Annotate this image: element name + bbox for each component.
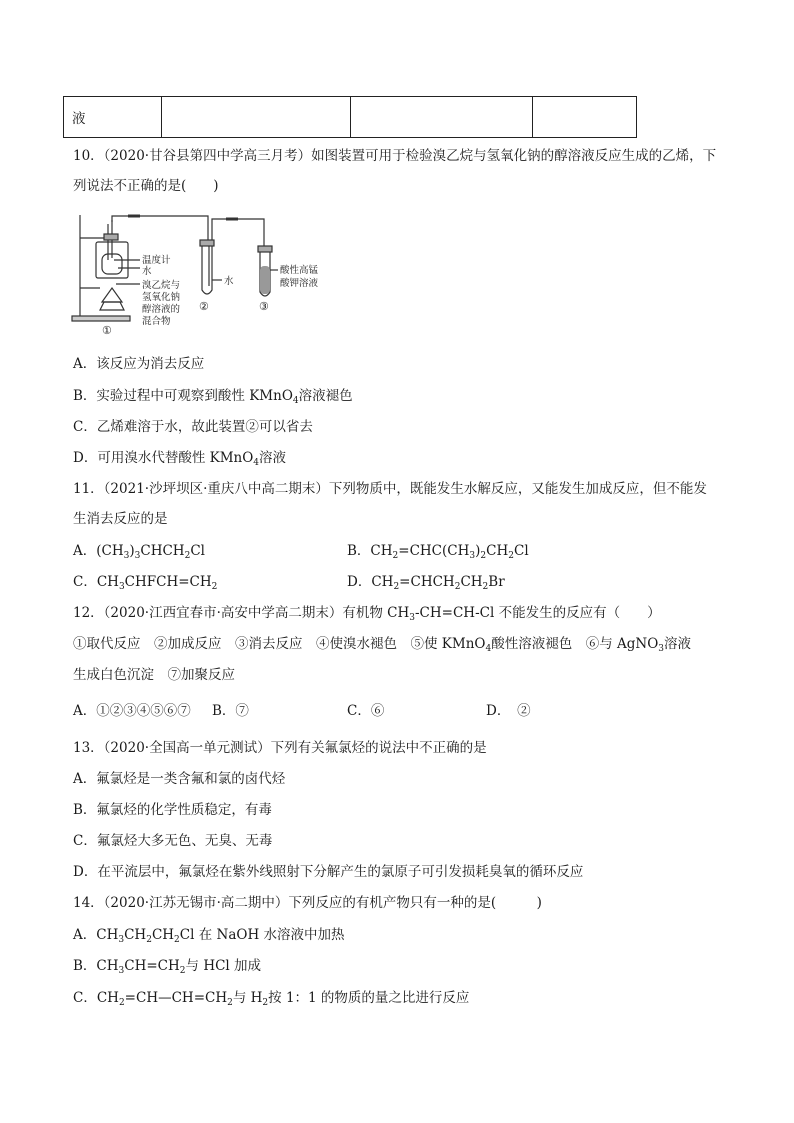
text: CHFCH=CH xyxy=(124,574,212,590)
q14-option-b xyxy=(73,960,261,974)
subscript: 2 xyxy=(146,935,152,945)
text: 溶液 xyxy=(664,636,691,652)
figure-label: 温度计 xyxy=(142,255,171,266)
subscript: 2 xyxy=(480,551,487,561)
subscript: 2 xyxy=(174,935,180,945)
text: C．CH xyxy=(73,990,119,1006)
subscript: 2 xyxy=(482,582,489,592)
q10-option-a: A．该反应为消去反应 xyxy=(73,356,205,372)
subscript: 2 xyxy=(211,582,218,592)
text: A．CH xyxy=(73,927,119,943)
text: C．CH xyxy=(73,574,119,590)
text: CH xyxy=(486,543,509,559)
figure-label: 酸钾溶液 xyxy=(280,278,319,289)
subscript: 2 xyxy=(118,998,125,1008)
q12-option-b: B．⑦ xyxy=(212,703,249,719)
q13-option-d: D．在平流层中，氟氯烃在紫外线照射下分解产生的氯原子可引发损耗臭氧的循环反应 xyxy=(73,864,584,880)
q11-option-a xyxy=(73,545,205,559)
text: CH xyxy=(460,574,483,590)
subscript: 4 xyxy=(485,644,492,654)
answer-table xyxy=(63,96,637,138)
q12-options-line2: 生成白色沉淀 ⑦加聚反应 xyxy=(73,667,235,683)
figure-label: 溴乙烷与 xyxy=(142,280,181,291)
figure-label: 氢氧化钠 xyxy=(142,292,181,303)
figure-label: 酸性高锰 xyxy=(280,265,319,276)
text: D．可用溴水代替酸性 KMnO xyxy=(73,450,254,466)
q10-option-c: C．乙烯难溶于水，故此装置②可以省去 xyxy=(73,419,313,435)
subscript: 4 xyxy=(253,458,260,468)
text: =CH—CH=CH xyxy=(124,990,228,1006)
subscript: 3 xyxy=(118,966,125,976)
subscript: 3 xyxy=(469,551,476,561)
text: Br xyxy=(488,574,505,590)
subscript: 2 xyxy=(179,966,186,976)
figure-label: 醇溶液的 xyxy=(142,304,181,315)
figure-label: 混合物 xyxy=(142,316,171,327)
subscript: 3 xyxy=(658,644,664,654)
text: D．CH xyxy=(347,574,394,590)
text: CH=CH xyxy=(124,958,180,974)
subscript: 3 xyxy=(118,582,125,592)
text: 溶液 xyxy=(259,450,287,466)
q11-stem-line1: 11．（2021·沙坪坝区·重庆八中高二期末）下列物质中，既能发生水解反应，又能发生加成反应，但不能发 xyxy=(73,481,707,497)
text: -CH=CH-Cl 不能发生的反应有（ ） xyxy=(415,605,661,621)
q11-option-c xyxy=(73,576,217,590)
text: Cl xyxy=(190,543,205,559)
figure-number: ③ xyxy=(259,300,269,313)
subscript: 2 xyxy=(393,582,400,592)
q13-option-c: C．氟氯烃大多无色、无臭、无毒 xyxy=(73,833,273,849)
q12-option-d: D． ② xyxy=(486,703,531,719)
q14-stem: 14．（2020·江苏无锡市·高二期中）下列反应的有机产物只有一种的是( ) xyxy=(73,895,542,911)
q12-option-c: C．⑥ xyxy=(347,703,385,719)
q13-stem: 13．（2020·全国高一单元测试）下列有关氟氯烃的说法中不正确的是 xyxy=(73,740,487,756)
table-row xyxy=(64,97,637,138)
q14-option-a xyxy=(73,929,345,943)
q11-option-d xyxy=(347,576,505,590)
subscript: 4 xyxy=(292,396,299,406)
q11-option-b xyxy=(347,545,529,559)
table-cell: 液 xyxy=(64,97,162,138)
figure-number: ② xyxy=(199,300,209,313)
q12-stem xyxy=(73,607,661,621)
figure-number: ① xyxy=(102,324,112,336)
text: B．CH xyxy=(73,958,119,974)
q10-option-d xyxy=(73,452,286,466)
q14-option-c xyxy=(73,992,469,1006)
q10-stem-line2: 列说法不正确的是( ) xyxy=(73,178,219,194)
subscript: 3 xyxy=(134,551,141,561)
subscript: 2 xyxy=(227,998,233,1008)
table-cell xyxy=(162,97,351,138)
subscript: 3 xyxy=(123,551,130,561)
q13-option-a: A．氟氯烃是一类含氟和氯的卤代烃 xyxy=(73,771,286,787)
text: 酸性溶液褪色 ⑥与 AgNO xyxy=(491,636,659,652)
text: 溶液褪色 xyxy=(298,388,353,404)
text: CHCH xyxy=(140,543,185,559)
text: Cl xyxy=(513,543,529,559)
q11-stem-line2: 生消去反应的是 xyxy=(73,511,168,527)
subscript: 2 xyxy=(392,551,399,561)
text: ) xyxy=(129,543,135,559)
subscript: 2 xyxy=(508,551,514,561)
text: CH xyxy=(124,927,147,943)
figure-label: 水 xyxy=(224,276,234,287)
text: B．实验过程中可观察到酸性 KMnO xyxy=(73,388,293,404)
text: CH xyxy=(151,927,175,943)
text: 按 1：1 的物质的量之比进行反应 xyxy=(268,990,470,1006)
subscript: 2 xyxy=(454,582,461,592)
subscript: 2 xyxy=(184,551,191,561)
q12-option-a: A．①②③④⑤⑥⑦ xyxy=(73,703,191,719)
apparatus-figure xyxy=(68,210,338,336)
subscript: 2 xyxy=(262,998,269,1008)
q10-stem-line1: 10．（2020·甘谷县第四中学高三月考）如图装置可用于检验溴乙烷与氢氧化钠的醇溶液反应生成的乙烯，下 xyxy=(73,148,717,164)
text: ①取代反应 ②加成反应 ③消去反应 ④使溴水褪色 ⑤使 KMnO xyxy=(73,636,486,652)
text: =CHC(CH xyxy=(398,543,470,559)
text: 12．（2020·江西宜春市·高安中学高二期末）有机物 CH xyxy=(73,605,410,621)
q12-options-line xyxy=(73,638,691,652)
table-cell xyxy=(533,97,637,138)
text: B．CH xyxy=(347,543,393,559)
subscript: 3 xyxy=(118,935,125,945)
text: =CHCH xyxy=(399,574,455,590)
text: 与 HCl 加成 xyxy=(185,958,262,974)
text: Cl 在 NaOH 水溶液中加热 xyxy=(179,927,345,943)
table-cell xyxy=(351,97,533,138)
q10-option-b xyxy=(73,390,353,404)
subscript: 3 xyxy=(409,613,415,623)
text: A．(CH xyxy=(73,543,124,559)
q13-option-b: B．氟氯烃的化学性质稳定，有毒 xyxy=(73,802,272,818)
figure-label: 水 xyxy=(142,266,152,277)
text: 与 H xyxy=(232,990,263,1006)
text: ) xyxy=(475,543,481,559)
